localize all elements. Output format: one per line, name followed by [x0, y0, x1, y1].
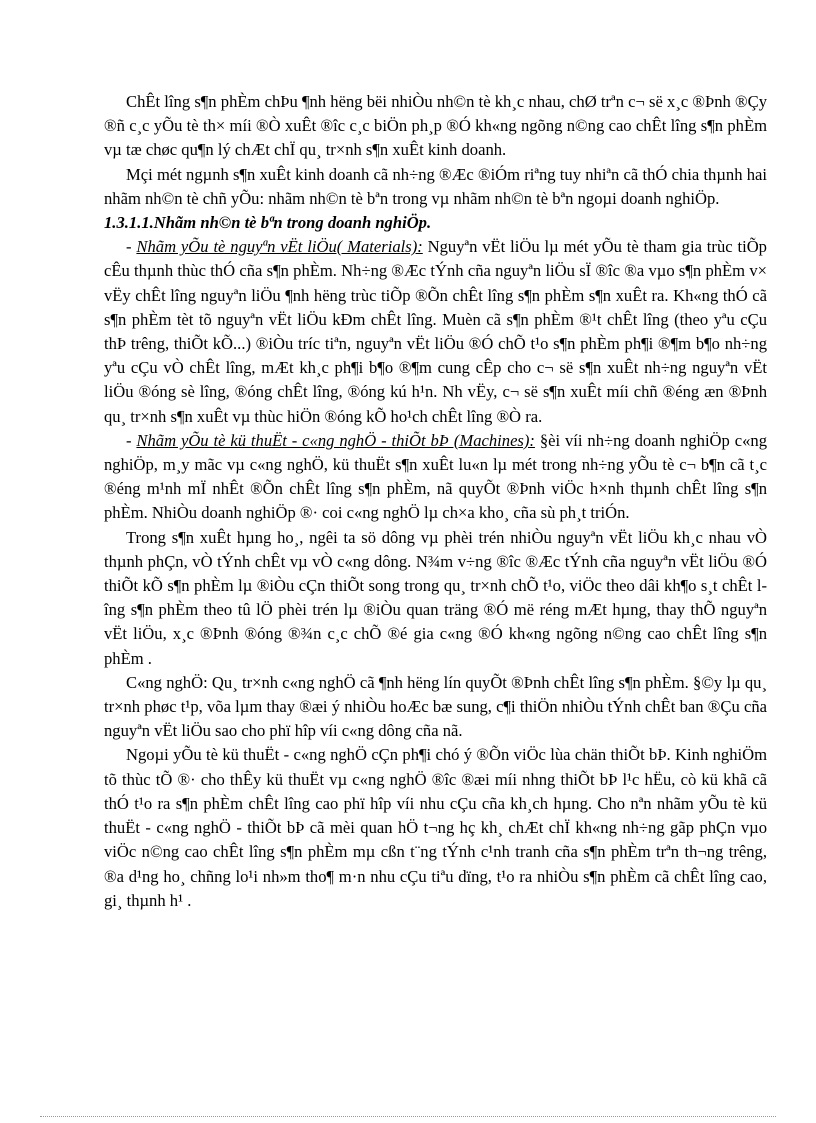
section-heading: 1.3.1.1.Nhãm nh©n tè bªn trong doanh nghiÖp. — [104, 213, 432, 233]
paragraph-machines — [104, 429, 767, 526]
materials-body: Nguyªn vËt liÖu lµ mét yÕu tè tham gia trùc tiÕp cÊu thµnh thùc thÓ cña s¶n phÈm. Nh÷ng ®Æc tÝnh cña nguyªn liÖu sÏ ®îc ®a vµo s¶n phÈm v× vËy chÊt lîng nguyªn liÖu ¶nh hëng trùc tiÕp ®Õn chÊt lîng s¶n phÈm s¶n xuÊt ra. Kh«ng thÓ cã s¶n phÈm tèt tõ nguyªn vËt liÖu kÐm chÊt lîng. Muèn cã s¶n phÈm ®¹t chÊt lîng (theo yªu cÇu thÞ trêng, thiÕt kÕ...) ®iÒu tríc tiªn, nguyªn vËt liÖu ®Ó chÕ t¹o s¶n phÈm ph¶i ®¶m b¶o nh÷ng yªu cÇu vÒ chÊt lîng, mÆt kh¸c ph¶i b¶o ®¶m cung cÊp cho c¬ së s¶n xuÊt nh÷ng nguyªn vËt liÖu ®óng sè lîng, ®óng chÊt lîng, ®óng kú h¹n. Nh vËy, c¬ së s¶n xuÊt míi chñ ®éng æn ®Þnh qu¸ tr×nh s¶n xuÊt vµ thùc hiÖn ®óng kÕ ho¹ch chÊt lîng ®Ò ra. — [104, 237, 767, 426]
materials-lead: Nhãm yÕu tè nguyªn vËt liÖu( Materials): — [136, 237, 423, 257]
paragraph-mixing: Trong s¶n xuÊt hµng ho¸, ngêi ta sö dông vµ phèi trén nhiÒu nguyªn vËt liÖu kh¸c nhau vÒ thµnh phÇn, vÒ tÝnh chÊt vµ vÒ c«ng dông. N¾m v÷ng ®îc ®Æc tÝnh cña nguyªn vËt liÖu ®Ó thiÕt kÕ s¶n phÈm lµ ®iÒu cÇn thiÕt song trong qu¸ tr×nh chÕ t¹o, viÖc theo dâi kh¶o s¸t chÊt lîng s¶n phÈm theo tû lÖ phèi trén lµ ®iÒu quan träng ®Ó më réng mÆt hµng, thay thÕ nguyªn vËt liÖu, x¸c ®Þnh ®óng ®¾n c¸c chÕ ®é gia c«ng ®Ó kh«ng ngõng n©ng cao chÊt lîng s¶n phÈm . — [104, 527, 767, 668]
machines-body: §èi víi nh÷ng doanh nghiÖp c«ng nghiÖp, m¸y mãc vµ c«ng nghÖ, kü thuËt s¶n xuÊt lu«n lµ mét trong nh÷ng yÕu tè c¬ b¶n cã t¸c ®éng m¹nh mÏ nhÊt ®Õn chÊt lîng s¶n phÈm, nã quyÕt ®Þnh viÖc h×nh thµnh chÊt lîng s¶n phÈm. NhiÒu doanh nghiÖp ®· coi c«ng nghÖ lµ ch×a kho¸ cña sù ph¸t triÓn. — [104, 430, 767, 523]
paragraph-materials — [104, 235, 767, 429]
bullet-dash: - — [126, 237, 137, 257]
machines-lead: Nhãm yÕu tè kü thuËt - c«ng nghÖ - thiÕt bÞ (Machines): — [136, 430, 535, 450]
paragraph-1: ChÊt lîng s¶n phÈm chÞu ¶nh hëng bëi nhiÒu nh©n tè kh¸c nhau, chØ trªn c¬ së x¸c ®Þnh ®Çy ®ñ c¸c yÕu tè th× míi ®Ò xuÊt ®îc c¸c biÖn ph¸p ®Ó kh«ng ngõng n©ng cao chÊt lîng s¶n phÈm vµ tæ chøc qu¶n lý chÆt chÏ qu¸ tr×nh s¶n xuÊt kinh doanh. — [104, 92, 767, 160]
bullet-dash: - — [126, 430, 137, 450]
paragraph-technology: C«ng nghÖ: Qu¸ tr×nh c«ng nghÖ cã ¶nh hëng lín quyÕt ®Þnh chÊt lîng s¶n phÈm. §©y lµ qu¸ tr×nh phøc t¹p, võa lµm thay ®æi ý nhiÒu hoÆc bæ sung, c¶i thiÖn nhiÒu tÝnh chÊt ban ®Çu cña nguyªn vËt liÖu sao cho phï hîp víi c«ng dông cña nã. — [104, 672, 767, 741]
page-bottom-border — [40, 1116, 776, 1117]
document-page — [104, 90, 767, 913]
paragraph-2: Mçi mét ngµnh s¶n xuÊt kinh doanh cã nh÷ng ®Æc ®iÓm riªng tuy nhiªn cã thÓ chia thµnh hai nhãm nh©n tè chñ yÕu: nhãm nh©n tè bªn trong vµ nhãm nh©n tè bªn ngoµi doanh nghiÖp. — [104, 164, 767, 208]
paragraph-equipment: Ngoµi yÕu tè kü thuËt - c«ng nghÖ cÇn ph¶i chó ý ®Õn viÖc lùa chän thiÕt bÞ. Kinh nghiÖm tõ thùc tÕ ®· cho thÊy kü thuËt vµ c«ng nghÖ ®îc ®æi míi nhng thiÕt bÞ l¹c hËu, cò kü khã cã thÓ t¹o ra s¶n phÈm chÊt lîng cao phï hîp víi nhu cÇu cña kh¸ch hµng. Cho nªn nhãm yÕu tè kü thuËt - c«ng nghÖ - thiÕt bÞ cã mèi quan hÖ t¬ng hç kh¸ chÆt chÏ kh«ng nh÷ng gãp phÇn vµo viÖc n©ng cao chÊt lîng s¶n phÈm mµ cßn t¨ng tÝnh c¹nh tranh cña s¶n phÈm trªn th¬ng trêng, ®a d¹ng ho¸ chñng lo¹i nh»m tho¶ m·n nhu cÇu tiªu dïng, t¹o ra nhiÒu s¶n phÈm cã chÊt lîng cao, gi¸ thµnh h¹ . — [104, 745, 767, 910]
